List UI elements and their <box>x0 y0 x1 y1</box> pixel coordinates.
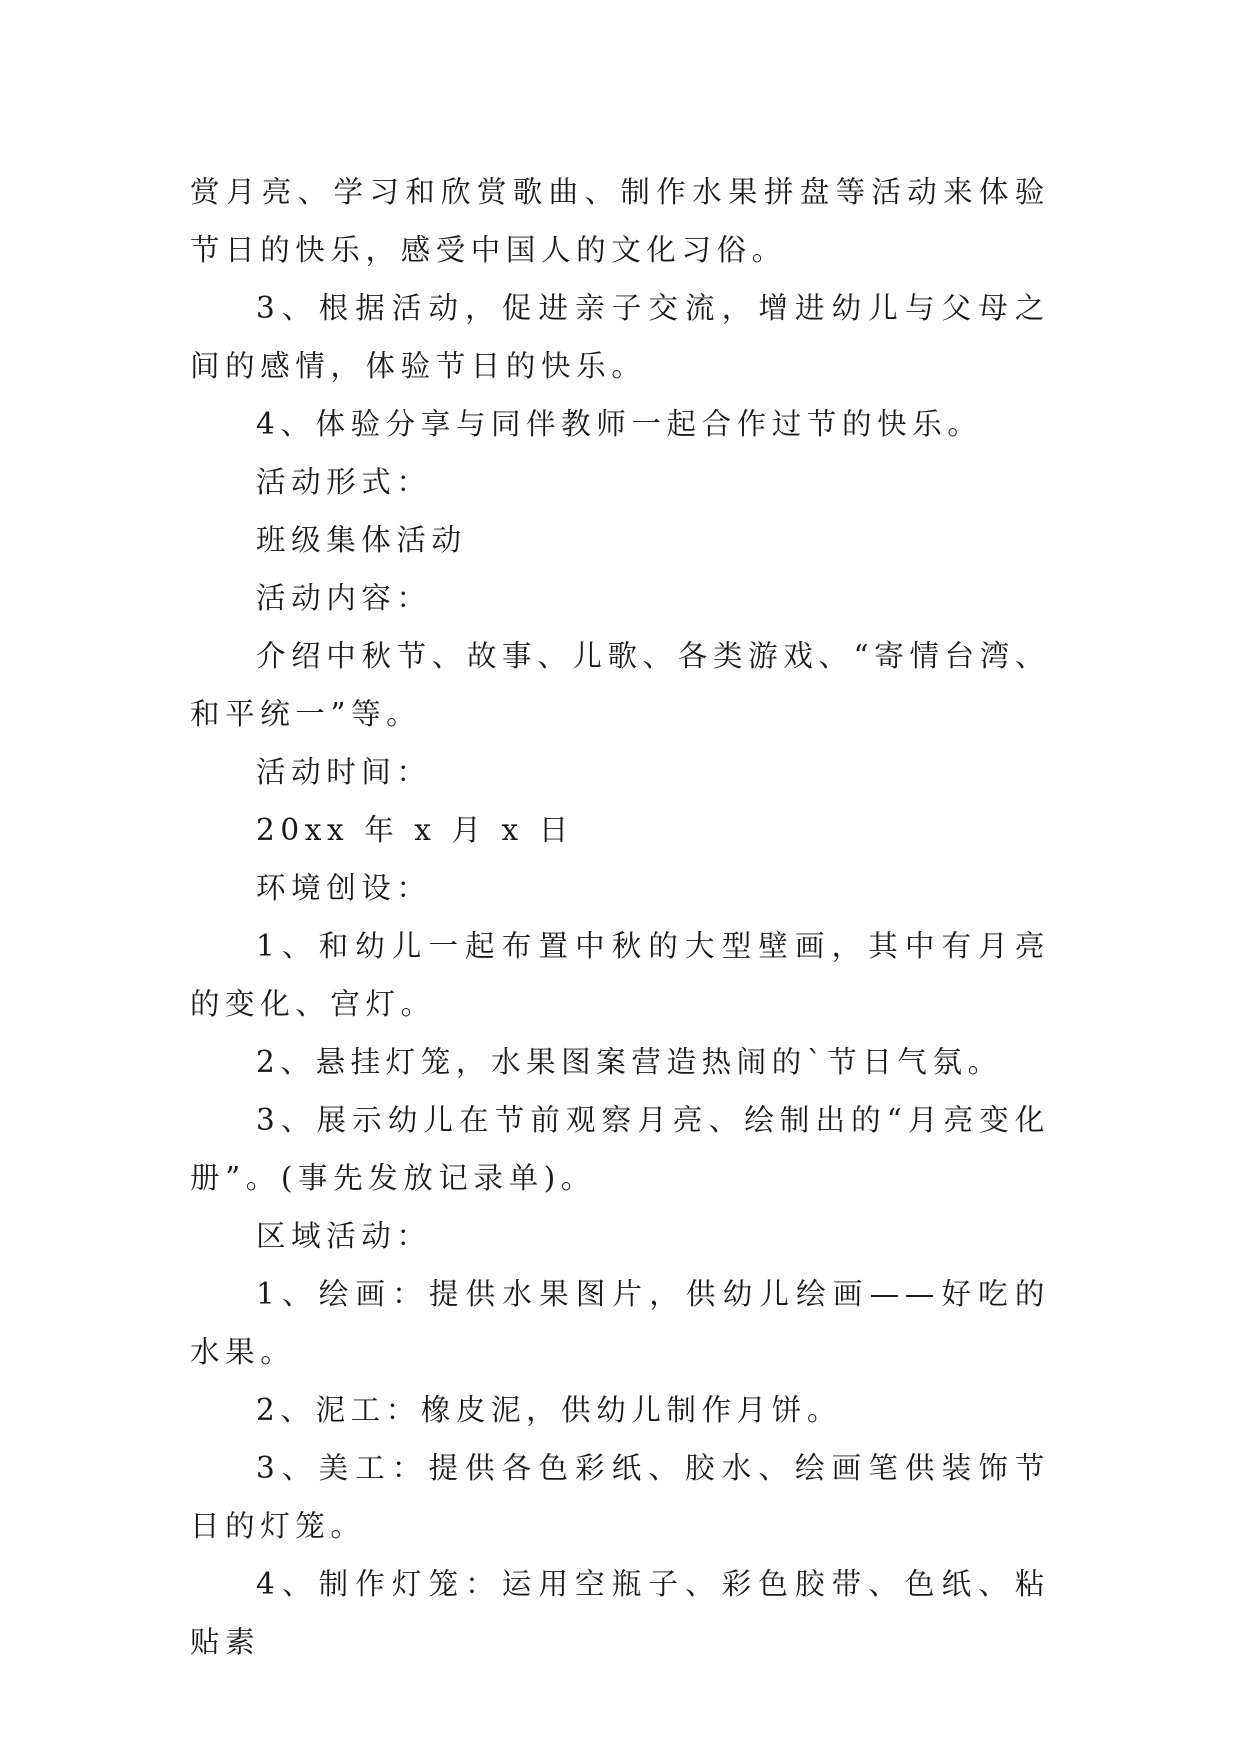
paragraph-area-4: 4、制作灯笼：运用空瓶子、彩色胶带、色纸、粘贴素 <box>190 1567 1050 1659</box>
heading-activity-form: 活动形式： <box>256 465 432 499</box>
paragraph-intro-continued: 赏月亮、学习和欣赏歌曲、制作水果拼盘等活动来体验节日的快乐，感受中国人的文化习俗。 <box>190 175 1050 267</box>
paragraph-area-2: 2、泥工：橡皮泥，供幼儿制作月饼。 <box>256 1393 842 1427</box>
paragraph-goal-4: 4、体验分享与同伴教师一起合作过节的快乐。 <box>256 407 983 441</box>
paragraph-area-1: 1、绘画：提供水果图片，供幼儿绘画——好吃的水果。 <box>190 1277 1050 1369</box>
document-body <box>190 163 1050 1671</box>
paragraph-goal-3: 3、根据活动，促进亲子交流，增进幼儿与父母之间的感情，体验节日的快乐。 <box>190 291 1050 383</box>
paragraph-environment-1: 1、和幼儿一起布置中秋的大型壁画，其中有月亮的变化、宫灯。 <box>190 929 1050 1021</box>
paragraph-activity-content: 介绍中秋节、故事、儿歌、各类游戏、“寄情台湾、和平统一”等。 <box>190 639 1050 731</box>
paragraph-activity-form: 班级集体活动 <box>256 523 467 557</box>
paragraph-activity-time: 20xx 年 x 月 x 日 <box>256 813 574 847</box>
paragraph-environment-2: 2、悬挂灯笼，水果图案营造热闹的`节日气氛。 <box>256 1045 1003 1079</box>
paragraph-area-3: 3、美工：提供各色彩纸、胶水、绘画笔供装饰节日的灯笼。 <box>190 1451 1050 1543</box>
heading-area-activities: 区域活动： <box>256 1219 432 1253</box>
heading-activity-time: 活动时间： <box>256 755 432 789</box>
heading-activity-content: 活动内容： <box>256 581 432 615</box>
paragraph-environment-3: 3、展示幼儿在节前观察月亮、绘制出的“月亮变化册”。(事先发放记录单)。 <box>190 1103 1050 1195</box>
heading-environment: 环境创设： <box>256 871 432 905</box>
